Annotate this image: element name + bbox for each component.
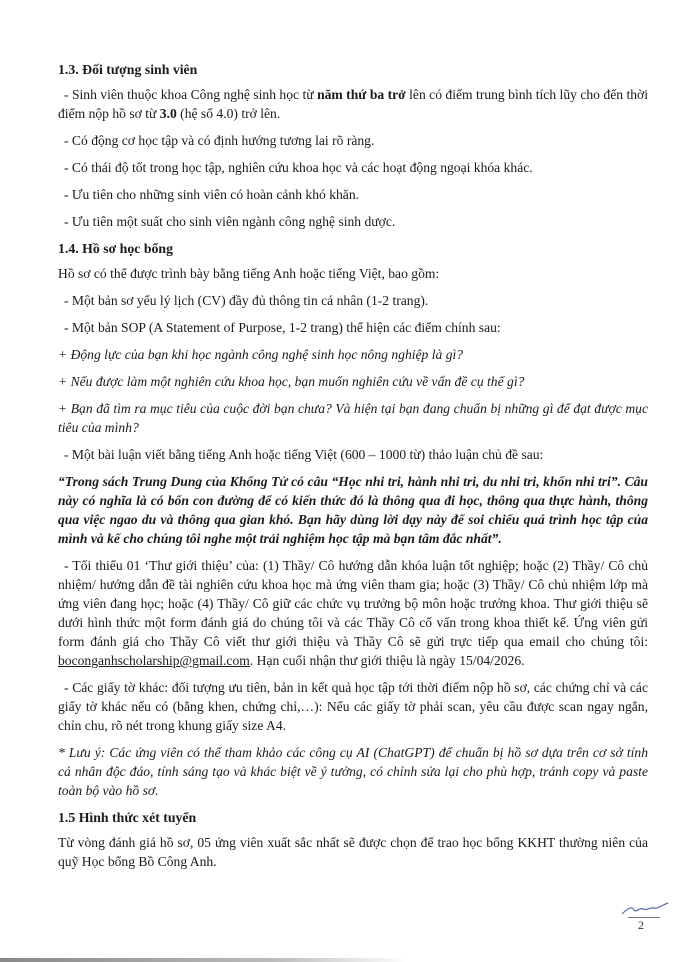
page-number: 2 <box>638 918 644 932</box>
email-link[interactable]: boconganhscholarship@gmail.com <box>58 653 250 668</box>
criteria-item-1: - Sinh viên thuộc khoa Công nghệ sinh học từ năm thứ ba trở lên có điểm trung bình tích lũy cho đến thời điểm nộp hồ sơ từ 3.0 (hệ số 4.0) trở lên. <box>58 87 648 121</box>
scan-edge <box>0 958 680 962</box>
dossier-sop: - Một bản SOP (A Statement of Purpose, 1-2 trang) thể hiện các điểm chính sau: <box>64 320 501 335</box>
criteria-item-3: - Có thái độ tốt trong học tập, nghiên cứu khoa học và các hoạt động ngoại khóa khác. <box>64 160 533 175</box>
criteria-item-5: - Ưu tiên một suất cho sinh viên ngành công nghệ sinh dược. <box>64 214 396 229</box>
dossier-other-documents: - Các giấy tờ khác: đối tượng ưu tiên, bản in kết quả học tập tới thời điểm nộp hồ sơ, các chứng chỉ và các giấy tờ khác nếu có (bằng khen, chứng chỉ,…): Nếu các giấy tờ phải scan, yêu cầu được scan ngay ngắn, chỉn chu, rõ nét trong khung giấy size A4. <box>58 680 648 733</box>
signature-icon <box>620 898 670 918</box>
dossier-recommendation-letter: - Tối thiểu 01 ‘Thư giới thiệu’ của: (1) Thầy/ Cô hướng dẫn khóa luận tốt nghiệp; hoặc (2) Thầy/ Cô chủ nhiệm/ hướng dẫn đề tài nghiên cứu khoa học mà ứng viên tham gia; hoặc (3) Thầy/ Cô chủ nhiệm lớp mà ứng viên đang học; hoặc (4) Thầy/ Cô giữ các chức vụ trưởng bộ môn hoặc trưởng khoa. Thư giới thiệu sẽ dưới hình thức một form đánh giá do chúng tôi và các Thầy Cô cố vấn trong khoa thiết kế. Ứng viên gửi form đánh giá cho Thầy Cô viết thư giới thiệu và Thầy Cô sẽ gửi trực tiếp qua email cho chúng tôi: boconganhscholarship@gmail.com. Hạn cuối nhận thư giới thiệu là ngày 15/04/2026. <box>58 558 648 668</box>
dossier-note: * Lưu ý: Các ứng viên có thể tham khảo các công cụ AI (ChatGPT) để chuẩn bị hồ sơ dựa trên cơ sở tính cá nhân độc đáo, tính sáng tạo và khác biệt về ý tưởng, có chỉnh sửa lại cho phù hợp, tránh copy và paste toàn bộ vào hồ sơ. <box>58 745 648 798</box>
page-content <box>58 60 648 879</box>
heading-1-4: 1.4. Hồ sơ học bổng <box>58 241 173 256</box>
selection-body: Từ vòng đánh giá hồ sơ, 05 ứng viên xuất sắc nhất sẽ được chọn để trao học bổng KKHT thường niên của quỹ Học bổng Bồ Công Anh. <box>58 835 648 869</box>
sop-question-3: + Bạn đã tìm ra mục tiêu của cuộc đời bạn chưa? Và hiện tại bạn đang chuẩn bị những gì để đạt được mục tiêu của mình? <box>58 401 648 435</box>
essay-topic: “Trong sách Trung Dung của Khổng Tử có câu “Học nhi tri, hành nhi tri, du nhi tri, khốn nhi tri”. Câu này có nghĩa là có bốn con đường để có kiến thức đó là thông qua đi học, thông qua thực hành, thông qua việc ngao du và thông qua gian khó. Bạn hãy dùng lời dạy này để soi chiếu quá trình học tập của mình và kể cho chúng tôi nghe một trải nghiệm học tập mà bạn tâm đắc nhất”. <box>58 474 648 546</box>
heading-1-3: 1.3. Đối tượng sinh viên <box>58 62 198 77</box>
dossier-intro: Hồ sơ có thể được trình bày bằng tiếng Anh hoặc tiếng Việt, bao gồm: <box>58 266 440 281</box>
criteria-item-2: - Có động cơ học tập và có định hướng tương lai rõ ràng. <box>64 133 375 148</box>
criteria-item-4: - Ưu tiên cho những sinh viên có hoàn cảnh khó khăn. <box>64 187 360 202</box>
page-number-rule <box>628 917 660 918</box>
sop-question-2: + Nếu được làm một nghiên cứu khoa học, bạn muốn nghiên cứu về vấn đề cụ thể gì? <box>58 374 525 389</box>
heading-1-5: 1.5 Hình thức xét tuyển <box>58 810 197 825</box>
dossier-essay: - Một bài luận viết bằng tiếng Anh hoặc tiếng Việt (600 – 1000 từ) thảo luận chủ đề sau: <box>64 447 544 462</box>
dossier-cv: - Một bản sơ yếu lý lịch (CV) đầy đủ thông tin cá nhân (1-2 trang). <box>64 293 429 308</box>
sop-question-1: + Động lực của bạn khi học ngành công nghệ sinh học nông nghiệp là gì? <box>58 347 464 362</box>
